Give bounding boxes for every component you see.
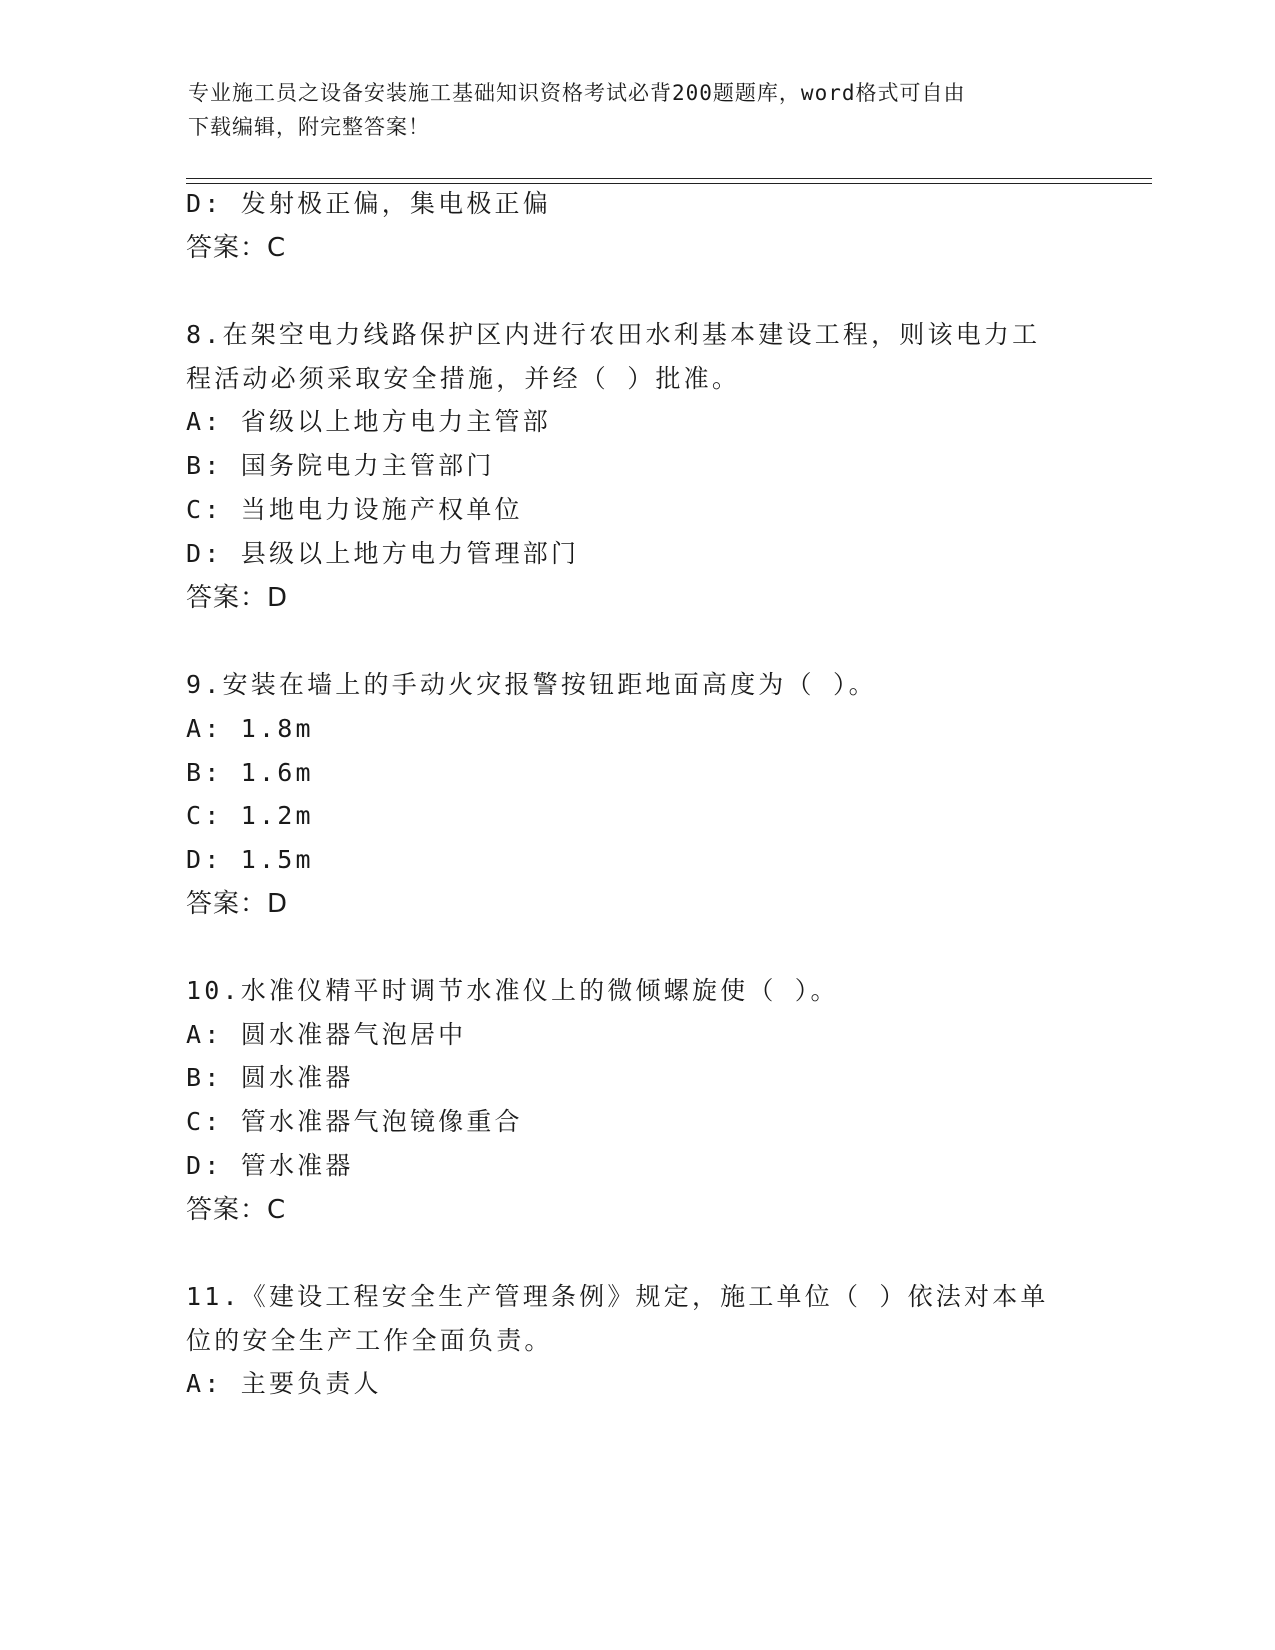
header-line-1: 专业施工员之设备安装施工基础知识资格考试必背200题题库，word格式可自由	[188, 81, 966, 105]
q11-stem-line-2: 位的安全生产工作全面负责。	[186, 1326, 553, 1355]
q8-option-d: D: 县级以上地方电力管理部门	[186, 539, 580, 568]
header-divider-top	[186, 178, 1152, 179]
q8-answer: 答案：D	[186, 583, 289, 613]
q10-answer: 答案：C	[186, 1195, 287, 1225]
q10-option-a: A: 圆水准器气泡居中	[186, 1020, 467, 1049]
q8-option-a: A: 省级以上地方电力主管部	[186, 407, 551, 436]
prev-answer: 答案：C	[186, 233, 287, 263]
q10-option-b: B: 圆水准器	[186, 1063, 354, 1092]
q9-answer: 答案：D	[186, 889, 289, 919]
q8-option-b: B: 国务院电力主管部门	[186, 451, 495, 480]
q10-option-c: C: 管水准器气泡镜像重合	[186, 1107, 523, 1136]
q9-stem-line-1: 9.安装在墙上的手动火灾报警按钮距地面高度为（ ）。	[186, 670, 877, 699]
q9-option-d: D: 1.5m	[186, 845, 314, 874]
q10-option-d: D: 管水准器	[186, 1151, 354, 1180]
header-divider-bottom	[186, 183, 1152, 184]
q9-option-a: A: 1.8m	[186, 714, 314, 743]
q11-option-a: A: 主要负责人	[186, 1369, 382, 1398]
q9-option-b: B: 1.6m	[186, 758, 314, 787]
q9-option-c: C: 1.2m	[186, 801, 314, 830]
q8-stem-line-1: 8.在架空电力线路保护区内进行农田水利基本建设工程，则该电力工	[186, 320, 1041, 349]
prev-option-d: D: 发射极正偏，集电极正偏	[186, 189, 551, 218]
q11-stem-line-1: 11.《建设工程安全生产管理条例》规定，施工单位（ ）依法对本单	[186, 1282, 1049, 1311]
q10-stem-line-1: 10.水准仪精平时调节水准仪上的微倾螺旋使（ ）。	[186, 976, 839, 1005]
page-header	[188, 76, 1068, 144]
q8-stem-line-2: 程活动必须采取安全措施，并经（ ）批准。	[186, 364, 741, 393]
header-line-2: 下载编辑，附完整答案！	[188, 115, 430, 139]
q8-option-c: C: 当地电力设施产权单位	[186, 495, 523, 524]
